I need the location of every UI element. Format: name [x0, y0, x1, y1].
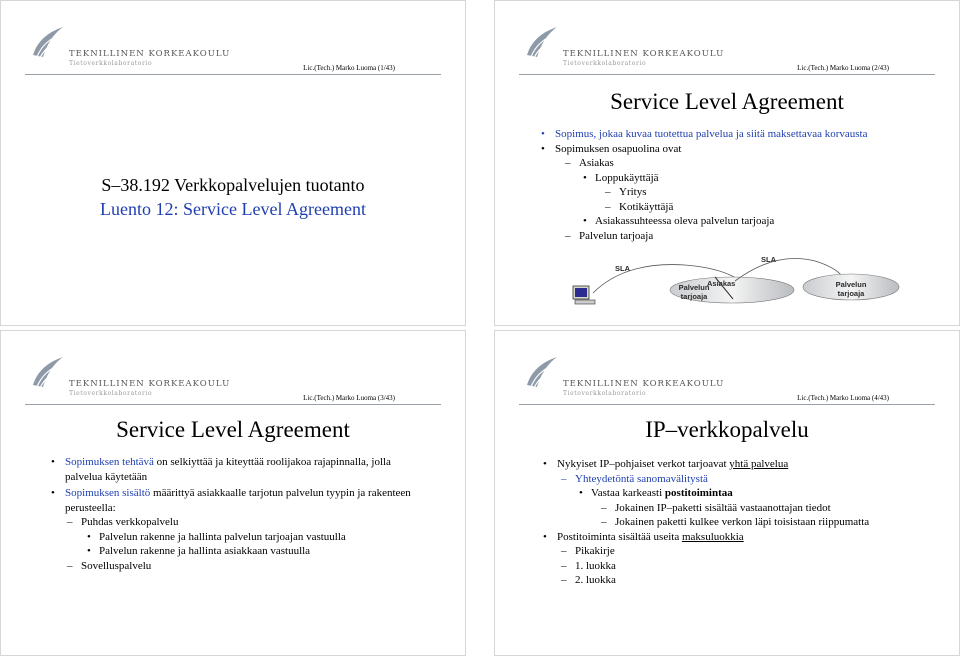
university-logo — [523, 23, 725, 71]
tkk-logo-icon — [523, 353, 561, 393]
slide-title: Service Level Agreement — [116, 417, 350, 442]
lecture-title: Luento 12: Service Level Agreement — [100, 199, 366, 219]
list-item: • Sopimuksen osapuolina ovat — [555, 142, 868, 157]
slide-1 — [0, 0, 466, 326]
header-divider — [519, 404, 935, 405]
tkk-logo-icon — [29, 353, 67, 393]
list-item: – Palvelun tarjoaja — [579, 229, 868, 244]
term-highlight: Sopimuksen sisältö — [65, 487, 151, 499]
list-item: • Asiakassuhteessa oleva palvelun tarjoaja — [595, 214, 868, 229]
course-title: S–38.192 Verkkopalvelujen tuotanto — [101, 175, 365, 195]
department-name: Tietoverkkolaboratorio — [69, 60, 153, 67]
slide-footer: Lic.(Tech.) Marko Luoma (2/43) — [797, 64, 889, 72]
list-item-text: Vastaa karkeasti — [591, 487, 665, 499]
university-name: TEKNILLINEN KORKEAKOULU — [69, 49, 231, 59]
list-item-text: Postitoiminta sisältää useita — [557, 530, 682, 543]
list-item: • Sopimus, jokaa kuvaa tuotettua palvelua ja siitä maksettavaa korvausta — [555, 127, 868, 142]
department-name: Tietoverkkolaboratorio — [69, 390, 153, 397]
provider-label-right: Palvelun tarjoaja — [835, 280, 867, 298]
list-item: – Sovelluspalvelu — [81, 559, 411, 574]
list-item — [65, 455, 411, 470]
bullet-list — [557, 457, 869, 588]
computer-icon — [573, 286, 595, 304]
term-highlight: Sopimuksen tehtävä — [65, 456, 154, 468]
list-item: – 2. luokka — [575, 573, 869, 588]
list-item — [65, 486, 411, 501]
university-logo — [29, 353, 231, 401]
list-item — [557, 457, 869, 472]
list-item: – Kotikäyttäjä — [619, 200, 868, 215]
slide-footer: Lic.(Tech.) Marko Luoma (1/43) — [303, 64, 395, 72]
bullet-list — [555, 127, 868, 243]
tkk-logo-icon — [523, 23, 561, 63]
slide-title: Service Level Agreement — [610, 89, 844, 114]
provider-label-middle: Palvelun tarjoaja — [678, 283, 710, 301]
university-logo — [523, 353, 725, 401]
list-item: • Loppukäyttäjä — [595, 171, 868, 186]
list-item — [591, 486, 869, 501]
slide-4 — [494, 330, 960, 656]
university-name: TEKNILLINEN KORKEAKOULU — [69, 379, 231, 389]
slide-title: IP–verkkopalvelu — [645, 417, 809, 442]
list-item: – Yritys — [619, 185, 868, 200]
list-item-text: on selkiyttää ja kiteyttää roolijakoa rajapinnalla, jolla — [153, 456, 391, 468]
slide-2 — [494, 0, 960, 326]
underlined-term: maksuluokkia — [681, 530, 744, 543]
sla-label-left: SLA — [615, 264, 630, 273]
slide-footer: Lic.(Tech.) Marko Luoma (4/43) — [797, 394, 889, 402]
list-item: – Yhteydetöntä sanomavälitystä — [575, 472, 869, 487]
list-item — [557, 530, 869, 545]
department-name: Tietoverkkolaboratorio — [563, 60, 647, 67]
list-item: • Palvelun rakenne ja hallinta palvelun tarjoajan vastuulla — [99, 530, 411, 545]
header-divider — [519, 74, 935, 75]
sla-label-right: SLA — [761, 255, 776, 264]
customer-label: Asiakas — [707, 279, 736, 288]
tkk-logo-icon — [29, 23, 67, 63]
university-logo — [29, 23, 231, 71]
list-item: – Asiakas — [579, 156, 868, 171]
university-name: TEKNILLINEN KORKEAKOULU — [563, 49, 725, 59]
bullet-list — [65, 455, 411, 573]
list-item-continuation: palvelua käytetään — [65, 470, 148, 483]
list-item: – Pikakirje — [575, 544, 869, 559]
list-item: • Palvelun rakenne ja hallinta asiakkaan vastuulla — [99, 544, 411, 559]
header-divider — [25, 404, 441, 405]
sla-diagram — [495, 251, 960, 326]
list-item-text: määrittyä asiakkaalle tarjotun palvelun tyypin ja rakenteen — [150, 487, 411, 499]
list-item-continuation: perusteella: — [65, 501, 116, 514]
bold-term: postitoimintaa — [664, 487, 733, 499]
header-divider — [25, 74, 441, 75]
list-item-text: Nykyiset IP–pohjaiset verkot tarjoavat — [557, 458, 730, 470]
list-item: – 1. luokka — [575, 559, 869, 574]
slide-footer: Lic.(Tech.) Marko Luoma (3/43) — [303, 394, 395, 402]
university-name: TEKNILLINEN KORKEAKOULU — [563, 379, 725, 389]
slide-3 — [0, 330, 466, 656]
underlined-term: yhtä palvelua — [729, 458, 789, 470]
department-name: Tietoverkkolaboratorio — [563, 390, 647, 397]
slide-title — [1, 173, 465, 221]
list-item: – Jokainen paketti kulkee verkon läpi toisistaan riippumatta — [615, 515, 869, 530]
list-item: – Jokainen IP–paketti sisältää vastaanottajan tiedot — [615, 501, 869, 516]
list-item: – Puhdas verkkopalvelu — [81, 515, 411, 530]
